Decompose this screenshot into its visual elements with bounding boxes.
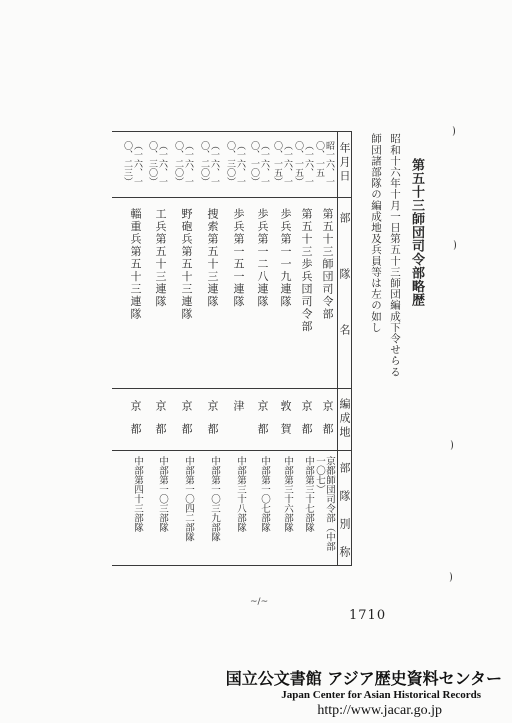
row-date: （一六、一〇、三〇） xyxy=(147,141,167,186)
row-unit: 歩兵第一二八連隊 xyxy=(256,208,269,308)
row-date: 昭一六、一〇、一五 xyxy=(314,141,334,186)
row-alias: 中部第一〇三部隊 xyxy=(157,456,168,532)
row-unit: 第五十三歩兵団司令部 xyxy=(300,208,313,333)
table-right-border xyxy=(351,131,352,566)
row-place: 京都 xyxy=(300,400,313,446)
row-alias: 中部第三十七部隊 xyxy=(303,456,314,532)
row-place: 京都 xyxy=(154,400,167,446)
table-place-rule xyxy=(112,450,352,451)
row-place: 京都 xyxy=(180,400,193,446)
scan-artifact xyxy=(447,572,452,582)
row-alias: 中部第三十六部隊 xyxy=(282,456,293,532)
row-place: 京都 xyxy=(129,400,142,446)
header-place: 編成地 xyxy=(338,398,351,440)
row-unit: 捜索第五十三連隊 xyxy=(206,208,219,308)
page-number: 1710 xyxy=(349,608,387,623)
table-top-rule xyxy=(112,131,352,132)
header-alias: 部 隊 別 称 xyxy=(338,462,351,560)
row-unit: 歩兵第一五一連隊 xyxy=(232,208,245,308)
scan-artifact xyxy=(451,240,456,250)
intro-line-1: 昭和十六年十月一日第五十三師団編成下令せらる xyxy=(389,133,401,378)
row-date: （一六、一〇、一五） xyxy=(272,141,292,186)
row-date: （一六、一〇、一〇） xyxy=(249,141,269,186)
scan-artifact xyxy=(450,126,455,136)
row-alias: 中部第一〇四二部隊 xyxy=(183,456,194,542)
row-place: 敦賀 xyxy=(279,400,292,446)
row-date: （一六、一〇、二三） xyxy=(122,141,142,186)
table-bottom-rule xyxy=(112,565,352,566)
row-unit: 野砲兵第五十三連隊 xyxy=(180,208,193,321)
row-unit: 輜重兵第五十三連隊 xyxy=(129,208,142,321)
document-title: 第五十三師団司令部略歴 xyxy=(409,158,424,307)
archive-name-english: Japan Center for Asian Historical Records xyxy=(281,689,481,701)
row-date: （一六、一〇、二〇） xyxy=(173,141,193,186)
row-unit: 工兵第五十三連隊 xyxy=(154,208,167,308)
archive-url: http://www.jacar.go.jp xyxy=(317,703,442,718)
archive-name: 国立公文書館 アジア歴史資料センター xyxy=(225,669,502,688)
row-unit: 第五十三師団司令部 xyxy=(321,208,334,321)
row-alias: 中部第三十八部隊 xyxy=(235,456,246,532)
table-unit-rule xyxy=(112,388,352,389)
table-date-rule xyxy=(112,197,352,198)
row-place: 京都 xyxy=(256,400,269,446)
row-alias: 中部第一〇七部隊 xyxy=(259,456,270,532)
row-place: 京都 xyxy=(206,400,219,446)
row-alias: 中部第四十三部隊 xyxy=(132,456,143,532)
scan-artifact xyxy=(448,440,453,450)
row-date: （一六、一〇、二〇） xyxy=(199,141,219,186)
row-place: 津 xyxy=(232,400,245,423)
row-date: （一六、一〇、一五） xyxy=(293,141,313,186)
center-mark: ~/~ xyxy=(250,597,269,607)
header-date: 年月日 xyxy=(338,142,351,184)
row-alias: 京都師団司令部（中部一〇七） xyxy=(314,456,335,551)
header-unit: 部 隊 名 xyxy=(338,212,351,352)
row-unit: 歩兵第一一九連隊 xyxy=(279,208,292,308)
row-date: （一六、一〇、三〇） xyxy=(225,141,245,186)
intro-line-2: 師団諸部隊の編成地及兵員等は左の如し xyxy=(370,133,382,333)
row-alias: 中部第一〇三九部隊 xyxy=(209,456,220,542)
row-place: 京都 xyxy=(321,400,334,446)
